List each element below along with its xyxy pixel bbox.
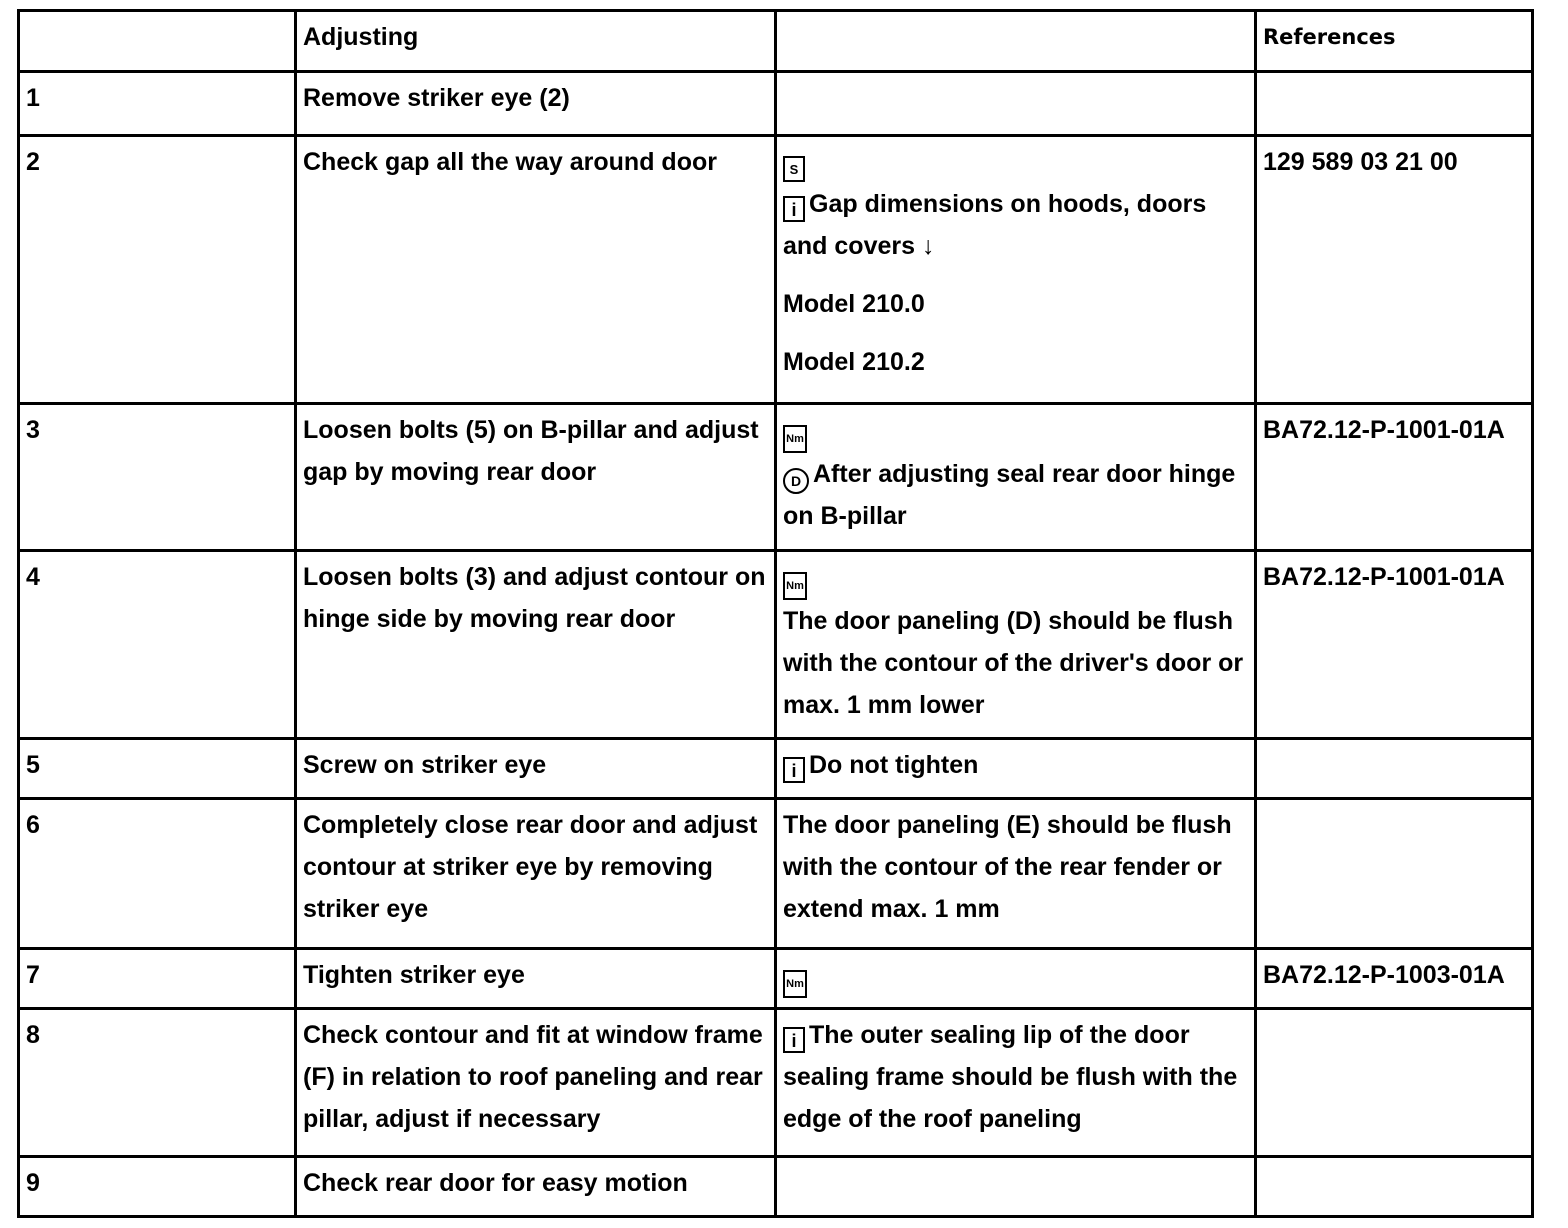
table-row: [19, 1157, 1533, 1217]
step-reference: 129 589 03 21 00: [1256, 136, 1533, 404]
step-number: 4: [19, 551, 296, 739]
torque-icon: Nm: [783, 572, 807, 600]
step-number: 2: [19, 136, 296, 404]
table-row: [19, 404, 1533, 551]
header-references: References: [1256, 11, 1533, 72]
step-action: Check gap all the way around door: [296, 136, 776, 404]
step-action: Remove striker eye (2): [296, 72, 776, 136]
torque-icon: Nm: [783, 970, 807, 998]
header-step-cell: [19, 11, 296, 72]
procedure-table: [17, 9, 1534, 1218]
table-row: [19, 799, 1533, 949]
step-reference[interactable]: BA72.12-P-1003-01A: [1256, 949, 1533, 1009]
table-row: [19, 551, 1533, 739]
step-action: Check contour and fit at window frame (F) in relation to roof paneling and rear pillar, adjust if necessary: [296, 1009, 776, 1157]
info-icon: i: [783, 196, 805, 222]
table-row: [19, 72, 1533, 136]
info-icon: i: [783, 1027, 805, 1053]
step-number: 3: [19, 404, 296, 551]
step-action: Loosen bolts (5) on B-pillar and adjust gap by moving rear door: [296, 404, 776, 551]
step-action: Tighten striker eye: [296, 949, 776, 1009]
note-gap-dimensions[interactable]: Gap dimensions on hoods, doors and covers ↓: [783, 190, 1207, 260]
step-reference[interactable]: BA72.12-P-1001-01A: [1256, 404, 1533, 551]
header-notes-cell: [776, 11, 1256, 72]
table-row: [19, 739, 1533, 799]
step-reference[interactable]: BA72.12-P-1001-01A: [1256, 551, 1533, 739]
step-note: i Do not tighten: [776, 739, 1256, 799]
step-number: 8: [19, 1009, 296, 1157]
step-reference: [1256, 1157, 1533, 1217]
step-note: The door paneling (E) should be flush with the contour of the rear fender or extend max. 1 mm: [776, 799, 1256, 949]
step-number: 9: [19, 1157, 296, 1217]
header-row: [19, 11, 1533, 72]
table-row: [19, 1009, 1533, 1157]
step-action: Loosen bolts (3) and adjust contour on hinge side by moving rear door: [296, 551, 776, 739]
note-model-210-2: Model 210.2: [783, 348, 925, 376]
table-row: [19, 136, 1533, 404]
step-reference: [1256, 72, 1533, 136]
torque-icon: Nm: [783, 425, 807, 453]
step-note: [776, 72, 1256, 136]
step-number: 1: [19, 72, 296, 136]
step-reference: [1256, 799, 1533, 949]
step-reference: [1256, 1009, 1533, 1157]
step-reference: [1256, 739, 1533, 799]
step-action: Check rear door for easy motion: [296, 1157, 776, 1217]
step-note: Nm D After adjusting seal rear door hinge on B-pillar: [776, 404, 1256, 551]
step-note: [776, 136, 1256, 404]
header-adjusting: Adjusting: [296, 11, 776, 72]
step-note: Nm The door paneling (D) should be flush with the contour of the driver's door or max. 1 mm lower: [776, 551, 1256, 739]
step-number: 5: [19, 739, 296, 799]
table-row: [19, 949, 1533, 1009]
step-note: [776, 1157, 1256, 1217]
step-note: [776, 949, 1256, 1009]
special-tool-icon: S: [783, 156, 805, 182]
step-note: i The outer sealing lip of the door sealing frame should be flush with the edge of the roof paneling: [776, 1009, 1256, 1157]
step-number: 7: [19, 949, 296, 1009]
note-model-210-0: Model 210.0: [783, 290, 925, 318]
info-icon: i: [783, 757, 805, 783]
step-action: Completely close rear door and adjust contour at striker eye by removing striker eye: [296, 799, 776, 949]
sealant-icon: D: [783, 468, 809, 494]
step-action: Screw on striker eye: [296, 739, 776, 799]
step-number: 6: [19, 799, 296, 949]
